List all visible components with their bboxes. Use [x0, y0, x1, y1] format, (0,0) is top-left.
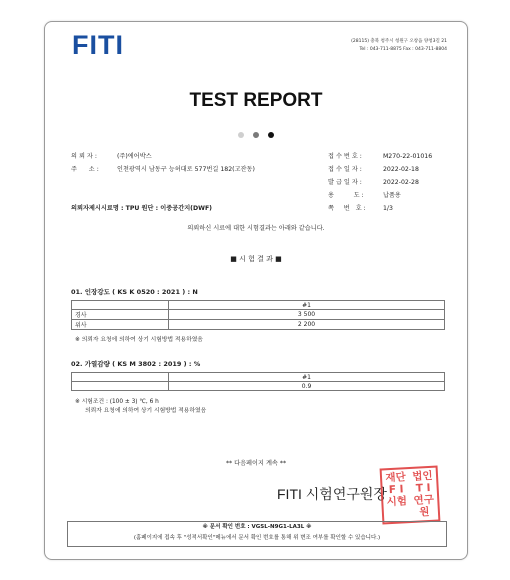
purpose-row — [328, 189, 458, 202]
seal-char: F I — [388, 483, 404, 497]
table-header-row — [72, 373, 445, 382]
section2-heading: 02. 가열감량 ( KS M 3802 : 2019 ) : % — [71, 360, 201, 368]
continued-note: ** 다음페이지 계속 ** — [225, 460, 287, 467]
receipt-date-label: 접 수 일 자 : — [328, 166, 362, 173]
seal-char: 연구원 — [413, 493, 435, 519]
receipt-date-row — [328, 163, 458, 176]
seal-char: T I — [415, 481, 431, 495]
purpose-label: 용 도 : — [328, 192, 364, 199]
method-note: 의뢰자 요청에 의하여 상기 시험방법 적용하였음 — [85, 408, 207, 414]
report-page — [44, 21, 468, 560]
table-col-header: #1 — [169, 301, 445, 310]
section1-note: ※ 의뢰자 요청에 의하여 상기 시험방법 적용하였음 — [75, 337, 203, 343]
contact-line: Tel : 043-711-8875 Fax : 043-711-8804 — [359, 47, 447, 52]
verification-number: ※ 문서 확인 번호 : VGSL-N9G1-LA3L ※ — [202, 524, 312, 530]
seal-char: 재단 — [385, 471, 407, 485]
row-label: 위사 — [72, 320, 169, 330]
receipt-no-row — [328, 150, 458, 163]
client-row — [71, 150, 281, 163]
indicator-dot — [253, 132, 259, 138]
verification-box — [67, 521, 447, 547]
table-header-row — [72, 301, 445, 310]
sample-value: TPU 원단 : 이중공간지(DWF) — [125, 205, 213, 212]
test-condition-note: ※ 시험조건 : (100 ± 3) ℃, 6 h — [75, 399, 159, 405]
issue-date-row — [328, 176, 458, 189]
section1-heading: 01. 인장강도 ( KS K 0520 : 2021 ) : N — [71, 288, 198, 296]
row-value: 2 200 — [169, 320, 445, 330]
address-label: 주 소 : — [71, 166, 99, 173]
client-value: (주)에어박스 — [116, 153, 152, 160]
page-no-label: 쪽 번 호 : — [328, 205, 366, 212]
client-label: 의 뢰 자 : — [71, 153, 97, 160]
row-value: 0.9 — [169, 382, 445, 391]
report-title: TEST REPORT — [189, 90, 323, 111]
section2-note — [75, 398, 206, 416]
heat-loss-table — [71, 372, 445, 391]
indicator-dot — [238, 132, 244, 138]
table-col-header: #1 — [169, 373, 445, 382]
seal-char: 법인 — [412, 469, 433, 483]
address-line: (28115) 충북 청주시 청원구 오창읍 양청3길 21 — [351, 39, 447, 44]
results-heading: ■ 시 험 결 과 ■ — [230, 255, 282, 263]
tensile-table — [71, 300, 445, 330]
purpose-value: 납품용 — [382, 192, 401, 199]
row-label — [72, 382, 169, 391]
seal-char: 시험 — [386, 495, 408, 509]
fiti-logo: FITI — [72, 30, 124, 60]
signature: FITI 시험연구원장 — [277, 486, 387, 502]
intro-text: 의뢰하신 시료에 대한 시험결과는 아래와 같습니다. — [187, 225, 325, 232]
receipt-date-value: 2022-02-18 — [382, 166, 419, 173]
receipt-no-label: 접 수 번 호 : — [328, 153, 362, 160]
table-row — [72, 310, 445, 320]
table-row — [72, 320, 445, 330]
receipt-no-value: M270-22-01016 — [382, 153, 433, 160]
table-corner-cell — [72, 301, 169, 310]
receipt-info — [328, 150, 458, 215]
row-label: 경사 — [72, 310, 169, 320]
client-info — [71, 150, 281, 176]
address-row — [71, 163, 281, 176]
header-address — [351, 38, 447, 54]
table-row — [72, 382, 445, 391]
row-value: 3 500 — [169, 310, 445, 320]
issue-date-label: 발 급 일 자 : — [328, 179, 362, 186]
sample-label: 의뢰자제시시료명 : — [71, 205, 124, 212]
sample-row — [71, 202, 212, 215]
indicator-dot — [268, 132, 274, 138]
official-seal — [380, 466, 441, 525]
issue-date-value: 2022-02-28 — [382, 179, 419, 186]
page-no-row — [328, 202, 458, 215]
verification-instructions: (홈페이지에 접속 후 "성적서확인"메뉴에서 문서 확인 번호를 통해 위 변조 여부를 확인할 수 있습니다.) — [133, 535, 381, 541]
address-value: 인천광역시 남동구 능허대로 577번길 182(고잔동) — [116, 166, 255, 173]
table-corner-cell — [72, 373, 169, 382]
page-indicator — [45, 123, 467, 142]
page-no-value: 1/3 — [382, 205, 393, 212]
